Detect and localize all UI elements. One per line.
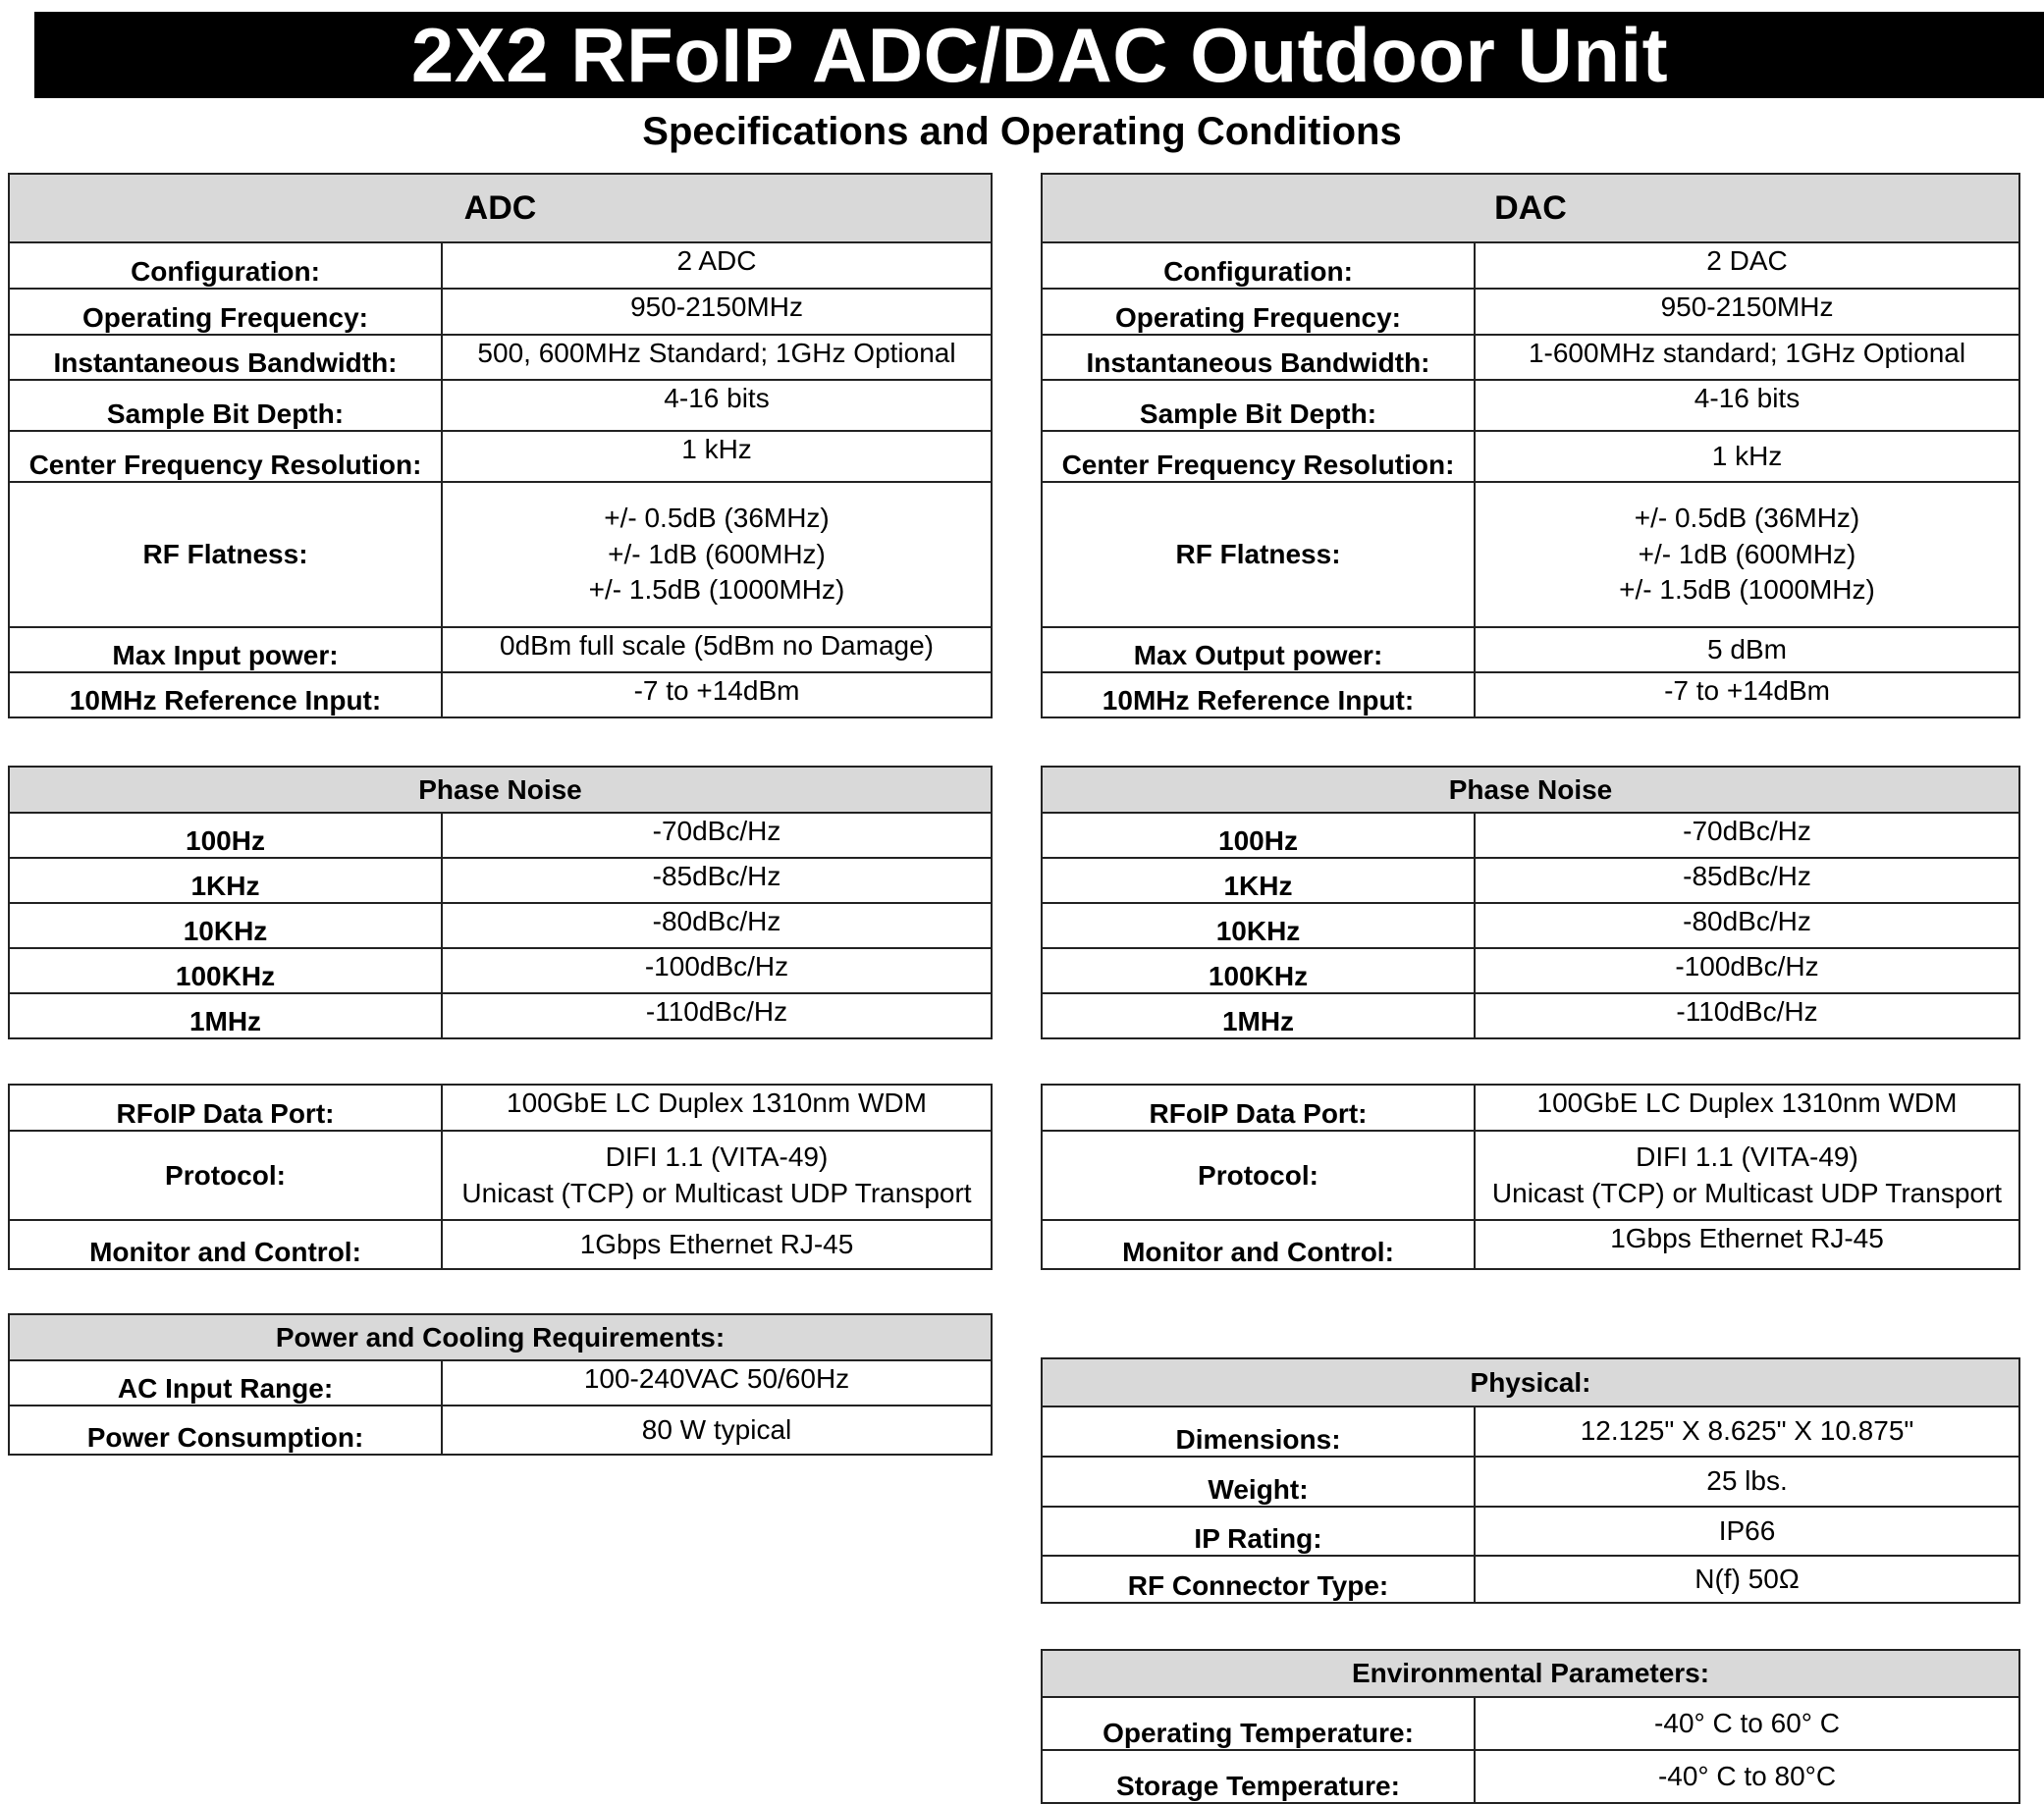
offset-label: 1KHz: [1042, 858, 1475, 903]
dac-header: DAC: [1042, 174, 2019, 242]
flatness-line: +/- 1dB (600MHz): [608, 538, 826, 569]
offset-label: 1KHz: [9, 858, 442, 903]
dac-phase-noise-table: [1041, 766, 2020, 1039]
offset-label: 10KHz: [9, 903, 442, 948]
spec-label: Instantaneous Bandwidth:: [9, 335, 442, 380]
adc-header: ADC: [9, 174, 992, 242]
spec-value: 5 dBm: [1475, 627, 2019, 672]
spec-label: Operating Frequency:: [1042, 289, 1475, 335]
spec-label: Max Output power:: [1042, 627, 1475, 672]
spec-label: Power Consumption:: [9, 1406, 442, 1455]
spec-value: 25 lbs.: [1475, 1457, 2019, 1507]
noise-value: -70dBc/Hz: [442, 813, 992, 858]
flatness-line: +/- 1.5dB (1000MHz): [588, 574, 845, 606]
spec-label: 10MHz Reference Input:: [1042, 672, 1475, 717]
spec-label: Instantaneous Bandwidth:: [1042, 335, 1475, 380]
spec-label: Operating Temperature:: [1042, 1697, 1475, 1750]
spec-label: Monitor and Control:: [9, 1220, 442, 1269]
spec-value: [442, 482, 992, 627]
spec-value: -40° C to 60° C: [1475, 1697, 2019, 1750]
adc-phase-noise-table: [8, 766, 993, 1039]
spec-value: 4-16 bits: [1475, 380, 2019, 431]
offset-label: 100Hz: [9, 813, 442, 858]
spec-value: 1 kHz: [1475, 431, 2019, 482]
spec-label: RFoIP Data Port:: [9, 1085, 442, 1131]
spec-value: 80 W typical: [442, 1406, 992, 1455]
spec-value: -7 to +14dBm: [1475, 672, 2019, 717]
spec-label: Weight:: [1042, 1457, 1475, 1507]
noise-value: -85dBc/Hz: [1475, 858, 2019, 903]
noise-value: -110dBc/Hz: [1475, 993, 2019, 1038]
spec-label: Sample Bit Depth:: [9, 380, 442, 431]
spec-value: [1475, 1131, 2019, 1220]
spec-label: Operating Frequency:: [9, 289, 442, 335]
spec-label: AC Input Range:: [9, 1360, 442, 1406]
noise-value: -80dBc/Hz: [1475, 903, 2019, 948]
power-header: Power and Cooling Requirements:: [9, 1314, 992, 1360]
adc-network-table: [8, 1084, 993, 1270]
spec-value: 0dBm full scale (5dBm no Damage): [442, 627, 992, 672]
spec-value: 2 DAC: [1475, 242, 2019, 289]
spec-label: Protocol:: [1042, 1131, 1475, 1220]
spec-label: Max Input power:: [9, 627, 442, 672]
noise-value: -100dBc/Hz: [1475, 948, 2019, 993]
protocol-line: DIFI 1.1 (VITA-49): [1636, 1141, 1858, 1173]
spec-label: Storage Temperature:: [1042, 1750, 1475, 1803]
spec-value: 100GbE LC Duplex 1310nm WDM: [442, 1085, 992, 1131]
noise-value: -80dBc/Hz: [442, 903, 992, 948]
power-cooling-table: [8, 1313, 993, 1456]
noise-value: -110dBc/Hz: [442, 993, 992, 1038]
spec-label: Center Frequency Resolution:: [9, 431, 442, 482]
offset-label: 100KHz: [9, 948, 442, 993]
offset-label: 1MHz: [1042, 993, 1475, 1038]
spec-value: 500, 600MHz Standard; 1GHz Optional: [442, 335, 992, 380]
spec-label: RF Flatness:: [1042, 482, 1475, 627]
spec-value: [1475, 482, 2019, 627]
spec-label: Dimensions:: [1042, 1406, 1475, 1457]
spec-value: -7 to +14dBm: [442, 672, 992, 717]
spec-value: [442, 1131, 992, 1220]
offset-label: 10KHz: [1042, 903, 1475, 948]
spec-label: Monitor and Control:: [1042, 1220, 1475, 1269]
spec-value: 1Gbps Ethernet RJ-45: [1475, 1220, 2019, 1269]
spec-value: 950-2150MHz: [442, 289, 992, 335]
spec-value: -40° C to 80°C: [1475, 1750, 2019, 1803]
spec-value: 100GbE LC Duplex 1310nm WDM: [1475, 1085, 2019, 1131]
title-banner: [34, 12, 2044, 98]
flatness-line: +/- 0.5dB (36MHz): [604, 503, 830, 534]
offset-label: 100KHz: [1042, 948, 1475, 993]
phase-noise-header: Phase Noise: [1042, 767, 2019, 813]
spec-value: 4-16 bits: [442, 380, 992, 431]
phase-noise-header: Phase Noise: [9, 767, 992, 813]
protocol-line: DIFI 1.1 (VITA-49): [605, 1141, 829, 1173]
spec-label: Sample Bit Depth:: [1042, 380, 1475, 431]
spec-label: RFoIP Data Port:: [1042, 1085, 1475, 1131]
spec-label: Configuration:: [9, 242, 442, 289]
noise-value: -85dBc/Hz: [442, 858, 992, 903]
noise-value: -70dBc/Hz: [1475, 813, 2019, 858]
spec-value: 1 kHz: [442, 431, 992, 482]
spec-value: 100-240VAC 50/60Hz: [442, 1360, 992, 1406]
offset-label: 1MHz: [9, 993, 442, 1038]
protocol-line: Unicast (TCP) or Multicast UDP Transport: [461, 1177, 972, 1208]
physical-header: Physical:: [1042, 1358, 2019, 1406]
spec-value: 950-2150MHz: [1475, 289, 2019, 335]
physical-table: [1041, 1357, 2020, 1604]
spec-label: Configuration:: [1042, 242, 1475, 289]
spec-label: Protocol:: [9, 1131, 442, 1220]
environmental-table: [1041, 1649, 2020, 1804]
spec-label: Center Frequency Resolution:: [1042, 431, 1475, 482]
offset-label: 100Hz: [1042, 813, 1475, 858]
flatness-line: +/- 1.5dB (1000MHz): [1619, 574, 1875, 606]
spec-value: 1-600MHz standard; 1GHz Optional: [1475, 335, 2019, 380]
protocol-line: Unicast (TCP) or Multicast UDP Transport: [1491, 1177, 2003, 1208]
spec-value: 12.125" X 8.625" X 10.875": [1475, 1406, 2019, 1457]
dac-network-table: [1041, 1084, 2020, 1270]
spec-label: 10MHz Reference Input:: [9, 672, 442, 717]
page-title: 2X2 RFoIP ADC/DAC Outdoor Unit: [410, 11, 1669, 98]
spec-value: 1Gbps Ethernet RJ-45: [442, 1220, 992, 1269]
spec-label: RF Flatness:: [9, 482, 442, 627]
page-subtitle: Specifications and Operating Conditions: [642, 110, 1402, 153]
dac-spec-table: [1041, 173, 2020, 718]
adc-spec-table: [8, 173, 993, 718]
noise-value: -100dBc/Hz: [442, 948, 992, 993]
flatness-line: +/- 0.5dB (36MHz): [1634, 503, 1860, 534]
spec-value: N(f) 50Ω: [1475, 1556, 2019, 1603]
flatness-line: +/- 1dB (600MHz): [1638, 538, 1856, 569]
environmental-header: Environmental Parameters:: [1042, 1650, 2019, 1697]
spec-label: IP Rating:: [1042, 1507, 1475, 1556]
spec-value: 2 ADC: [442, 242, 992, 289]
spec-label: RF Connector Type:: [1042, 1556, 1475, 1603]
spec-value: IP66: [1475, 1507, 2019, 1556]
